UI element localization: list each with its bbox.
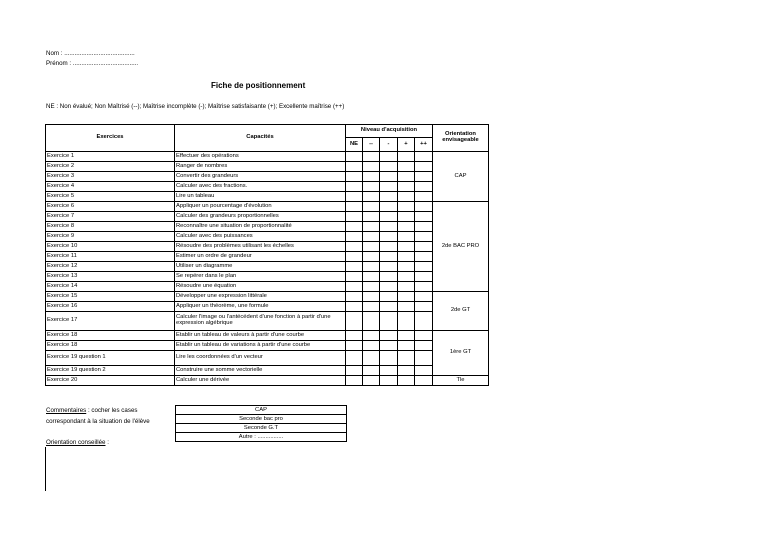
commentaires-rest: : cocher les cases xyxy=(86,407,138,414)
table-row xyxy=(46,232,489,242)
level-checkbox[interactable] xyxy=(380,172,398,182)
level-checkbox[interactable] xyxy=(398,302,415,312)
level-checkbox[interactable] xyxy=(380,341,398,351)
level-checkbox[interactable] xyxy=(415,162,433,172)
level-checkbox[interactable] xyxy=(380,331,398,341)
level-checkbox[interactable] xyxy=(346,331,363,341)
level-checkbox[interactable] xyxy=(415,192,433,202)
level-checkbox[interactable] xyxy=(346,376,363,386)
level-checkbox[interactable] xyxy=(380,242,398,252)
level-checkbox[interactable] xyxy=(415,272,433,282)
level-checkbox[interactable] xyxy=(346,192,363,202)
level-checkbox[interactable] xyxy=(363,162,380,172)
level-checkbox[interactable] xyxy=(398,331,415,341)
exercise-cell: Exercice 20 xyxy=(46,376,175,386)
orientation-cell: 2de GT xyxy=(433,292,489,331)
capacity-cell: Résoudre une équation xyxy=(175,282,346,292)
exercise-cell: Exercice 14 xyxy=(46,282,175,292)
level-checkbox[interactable] xyxy=(415,366,433,376)
level-checkbox[interactable] xyxy=(415,182,433,192)
exercise-cell: Exercice 15 xyxy=(46,292,175,302)
level-checkbox[interactable] xyxy=(346,272,363,282)
level-checkbox[interactable] xyxy=(398,252,415,262)
exercise-cell: Exercice 2 xyxy=(46,162,175,172)
level-header: ++ xyxy=(415,138,433,152)
orientation-choice[interactable]: Autre : ................ xyxy=(176,433,347,442)
level-checkbox[interactable] xyxy=(398,262,415,272)
header-orientation-line2: envisageable xyxy=(442,137,479,143)
capacity-cell: Utiliser un diagramme xyxy=(175,262,346,272)
table-row xyxy=(46,351,489,366)
header-orientation-line1: Orientation xyxy=(445,131,476,138)
capacity-cell: Reconnaître une situation de proportionnalité xyxy=(175,222,346,232)
level-checkbox[interactable] xyxy=(363,292,380,302)
level-checkbox[interactable] xyxy=(415,331,433,341)
capacity-cell: Convertir des grandeurs xyxy=(175,172,346,182)
exercise-cell: Exercice 9 xyxy=(46,232,175,242)
capacity-cell: Se repérer dans le plan xyxy=(175,272,346,282)
capacity-cell: Appliquer un pourcentage d'évolution xyxy=(175,202,346,212)
level-checkbox[interactable] xyxy=(380,366,398,376)
level-checkbox[interactable] xyxy=(346,262,363,272)
level-checkbox[interactable] xyxy=(346,152,363,162)
commentaires-label: Commentaires xyxy=(46,407,87,414)
capacity-cell: Etablir un tableau de valeurs à partir d'une courbe xyxy=(175,331,346,341)
orientation-cell: 2de BAC PRO xyxy=(433,202,489,292)
level-checkbox[interactable] xyxy=(398,366,415,376)
nom-field: Nom : ......................................... xyxy=(46,50,135,57)
capacity-cell: Calculer l'image ou l'antécédent d'une fonction à partir d'une expression algébrique xyxy=(175,312,346,331)
level-checkbox[interactable] xyxy=(363,312,380,331)
capacity-cell: Calculer avec des fractions. xyxy=(175,182,346,192)
orientation-conseillee xyxy=(46,439,109,446)
table-row xyxy=(46,212,489,222)
table-row xyxy=(46,312,489,331)
level-checkbox[interactable] xyxy=(415,242,433,252)
level-checkbox[interactable] xyxy=(346,212,363,222)
exercise-cell: Exercice 18 xyxy=(46,331,175,341)
level-header: -- xyxy=(363,138,380,152)
level-checkbox[interactable] xyxy=(415,351,433,366)
positioning-table xyxy=(45,124,489,386)
table-row xyxy=(46,242,489,252)
level-checkbox[interactable] xyxy=(380,182,398,192)
exercise-cell: Exercice 16 xyxy=(46,302,175,312)
level-checkbox[interactable] xyxy=(398,232,415,242)
orientation-choice-table xyxy=(175,405,347,442)
page-title: Fiche de positionnement xyxy=(211,81,306,90)
level-checkbox[interactable] xyxy=(363,172,380,182)
orientation-cell: Tle xyxy=(433,376,489,386)
capacity-cell: Ranger de nombres xyxy=(175,162,346,172)
level-checkbox[interactable] xyxy=(363,222,380,232)
level-checkbox[interactable] xyxy=(398,152,415,162)
orientation-choice[interactable]: CAP xyxy=(176,406,347,415)
level-checkbox[interactable] xyxy=(398,212,415,222)
commentaires-line2: correspondant à la situation de l'élève xyxy=(46,418,150,425)
level-checkbox[interactable] xyxy=(380,282,398,292)
table-row xyxy=(46,172,489,182)
level-checkbox[interactable] xyxy=(380,292,398,302)
level-checkbox[interactable] xyxy=(346,366,363,376)
level-checkbox[interactable] xyxy=(363,152,380,162)
level-checkbox[interactable] xyxy=(380,351,398,366)
exercise-cell: Exercice 11 xyxy=(46,252,175,262)
level-checkbox[interactable] xyxy=(346,312,363,331)
orientation-choice[interactable]: Seconde bac pro xyxy=(176,415,347,424)
level-checkbox[interactable] xyxy=(346,351,363,366)
level-checkbox[interactable] xyxy=(398,222,415,232)
table-row xyxy=(46,162,489,172)
level-checkbox[interactable] xyxy=(415,202,433,212)
table-row xyxy=(46,202,489,212)
level-checkbox[interactable] xyxy=(363,272,380,282)
level-checkbox[interactable] xyxy=(346,182,363,192)
table-row xyxy=(46,272,489,282)
exercise-cell: Exercice 17 xyxy=(46,312,175,331)
capacity-cell: Calculer une dérivée xyxy=(175,376,346,386)
level-checkbox[interactable] xyxy=(363,376,380,386)
capacity-cell: Développer une expression littérale xyxy=(175,292,346,302)
level-checkbox[interactable] xyxy=(363,232,380,242)
level-checkbox[interactable] xyxy=(415,312,433,331)
level-checkbox[interactable] xyxy=(346,222,363,232)
capacity-cell: Calculer des grandeurs proportionnelles xyxy=(175,212,346,222)
capacity-cell: Lire les coordonnées d'un vecteur xyxy=(175,351,346,366)
orientation-label: Orientation conseillée xyxy=(46,439,106,446)
level-checkbox[interactable] xyxy=(380,272,398,282)
level-checkbox[interactable] xyxy=(415,341,433,351)
choice-row xyxy=(176,433,347,442)
orientation-choice[interactable]: Seconde G.T xyxy=(176,424,347,433)
table-row xyxy=(46,302,489,312)
capacity-cell: Résoudre des problèmes utilisant les échelles xyxy=(175,242,346,252)
exercise-cell: Exercice 1 xyxy=(46,152,175,162)
level-checkbox[interactable] xyxy=(415,252,433,262)
level-checkbox[interactable] xyxy=(346,232,363,242)
capacity-cell: Appliquer un théorème, une formule xyxy=(175,302,346,312)
table-row xyxy=(46,292,489,302)
level-checkbox[interactable] xyxy=(398,282,415,292)
level-header: - xyxy=(380,138,398,152)
level-checkbox[interactable] xyxy=(380,162,398,172)
level-checkbox[interactable] xyxy=(415,292,433,302)
level-checkbox[interactable] xyxy=(363,331,380,341)
header-orientation xyxy=(433,125,489,152)
level-checkbox[interactable] xyxy=(398,172,415,182)
level-checkbox[interactable] xyxy=(398,341,415,351)
choice-row xyxy=(176,406,347,415)
table-row xyxy=(46,152,489,162)
level-checkbox[interactable] xyxy=(380,192,398,202)
exercise-cell: Exercice 19 question 2 xyxy=(46,366,175,376)
table-row xyxy=(46,192,489,202)
level-checkbox[interactable] xyxy=(363,242,380,252)
table-row xyxy=(46,182,489,192)
capacity-cell: Construire une somme vectorielle xyxy=(175,366,346,376)
level-checkbox[interactable] xyxy=(415,282,433,292)
exercise-cell: Exercice 8 xyxy=(46,222,175,232)
level-checkbox[interactable] xyxy=(380,262,398,272)
exercise-cell: Exercice 18 xyxy=(46,341,175,351)
orientation-cell: 1ère GT xyxy=(433,331,489,376)
level-checkbox[interactable] xyxy=(398,202,415,212)
level-checkbox[interactable] xyxy=(415,212,433,222)
level-checkbox[interactable] xyxy=(363,212,380,222)
level-checkbox[interactable] xyxy=(363,366,380,376)
exercise-cell: Exercice 3 xyxy=(46,172,175,182)
level-checkbox[interactable] xyxy=(380,222,398,232)
level-checkbox[interactable] xyxy=(346,252,363,262)
capacity-cell: Lire un tableau xyxy=(175,192,346,202)
table-row xyxy=(46,376,489,386)
level-checkbox[interactable] xyxy=(398,312,415,331)
level-checkbox[interactable] xyxy=(415,232,433,242)
table-row xyxy=(46,262,489,272)
exercise-cell: Exercice 4 xyxy=(46,182,175,192)
level-checkbox[interactable] xyxy=(415,262,433,272)
level-checkbox[interactable] xyxy=(363,182,380,192)
header-niveau: Niveau d'acquisition xyxy=(346,125,433,138)
level-checkbox[interactable] xyxy=(363,302,380,312)
legend-text: NE : Non évalué; Non Maîtrisé (--); Maîtrise incomplète (-); Maîtrise satisfaisante (+); Excellente maîtrise (++) xyxy=(46,103,345,110)
level-checkbox[interactable] xyxy=(363,351,380,366)
level-checkbox[interactable] xyxy=(398,182,415,192)
prenom-field: Prénom : ...................................... xyxy=(46,60,139,67)
exercise-cell: Exercice 5 xyxy=(46,192,175,202)
capacity-cell: Effectuer des opérations xyxy=(175,152,346,162)
level-checkbox[interactable] xyxy=(380,152,398,162)
header-exercices: Exercices xyxy=(46,125,175,152)
level-checkbox[interactable] xyxy=(415,302,433,312)
level-checkbox[interactable] xyxy=(363,252,380,262)
table-row xyxy=(46,282,489,292)
level-checkbox[interactable] xyxy=(398,351,415,366)
level-checkbox[interactable] xyxy=(398,242,415,252)
level-checkbox[interactable] xyxy=(346,202,363,212)
exercise-cell: Exercice 7 xyxy=(46,212,175,222)
level-checkbox[interactable] xyxy=(415,172,433,182)
level-checkbox[interactable] xyxy=(363,202,380,212)
level-checkbox[interactable] xyxy=(415,152,433,162)
choice-row xyxy=(176,415,347,424)
orientation-cell: CAP xyxy=(433,152,489,202)
choice-row xyxy=(176,424,347,433)
level-checkbox[interactable] xyxy=(380,376,398,386)
level-checkbox[interactable] xyxy=(346,242,363,252)
level-checkbox[interactable] xyxy=(398,376,415,386)
exercise-cell: Exercice 12 xyxy=(46,262,175,272)
capacity-cell: Etablir un tableau de variations à partir d'une courbe xyxy=(175,341,346,351)
level-checkbox[interactable] xyxy=(346,292,363,302)
level-checkbox[interactable] xyxy=(363,192,380,202)
table-row xyxy=(46,331,489,341)
level-checkbox[interactable] xyxy=(363,282,380,292)
level-checkbox[interactable] xyxy=(415,222,433,232)
level-checkbox[interactable] xyxy=(398,272,415,282)
level-checkbox[interactable] xyxy=(380,302,398,312)
level-checkbox[interactable] xyxy=(363,341,380,351)
level-checkbox[interactable] xyxy=(346,282,363,292)
level-checkbox[interactable] xyxy=(380,212,398,222)
level-checkbox[interactable] xyxy=(380,252,398,262)
exercise-cell: Exercice 13 xyxy=(46,272,175,282)
level-checkbox[interactable] xyxy=(415,376,433,386)
table-row xyxy=(46,222,489,232)
level-checkbox[interactable] xyxy=(363,262,380,272)
level-header: NE xyxy=(346,138,363,152)
exercise-cell: Exercice 10 xyxy=(46,242,175,252)
orientation-rest: : xyxy=(105,439,109,446)
level-checkbox[interactable] xyxy=(346,162,363,172)
level-checkbox[interactable] xyxy=(346,302,363,312)
header-capacites: Capacités xyxy=(175,125,346,152)
capacity-cell: Calculer avec des puissances xyxy=(175,232,346,242)
table-row xyxy=(46,252,489,262)
level-checkbox[interactable] xyxy=(398,162,415,172)
capacity-cell: Estimer un ordre de grandeur xyxy=(175,252,346,262)
commentaires-line xyxy=(46,407,137,414)
level-checkbox[interactable] xyxy=(398,192,415,202)
exercise-cell: Exercice 19 question 1 xyxy=(46,351,175,366)
table-row xyxy=(46,341,489,351)
level-checkbox[interactable] xyxy=(380,202,398,212)
exercise-cell: Exercice 6 xyxy=(46,202,175,212)
level-checkbox[interactable] xyxy=(380,232,398,242)
level-checkbox[interactable] xyxy=(346,341,363,351)
level-checkbox[interactable] xyxy=(398,292,415,302)
level-header: + xyxy=(398,138,415,152)
table-row xyxy=(46,366,489,376)
level-checkbox[interactable] xyxy=(346,172,363,182)
level-checkbox[interactable] xyxy=(380,312,398,331)
margin-line xyxy=(45,447,46,491)
